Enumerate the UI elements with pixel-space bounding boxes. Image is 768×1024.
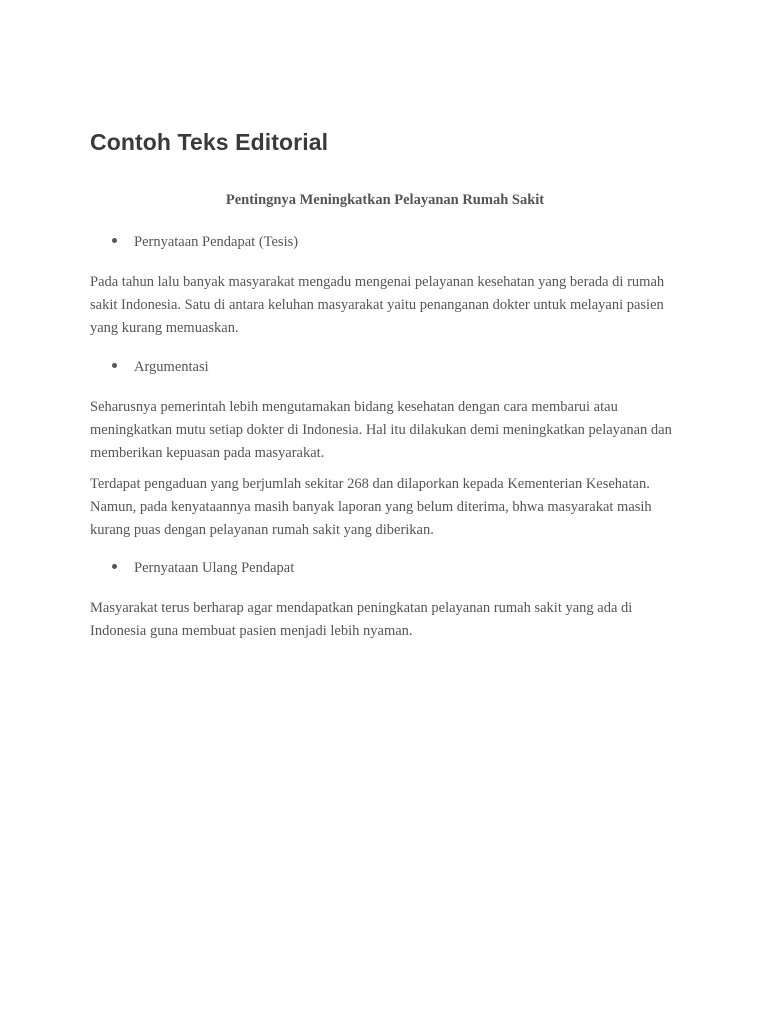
paragraph-thesis: Pada tahun lalu banyak masyarakat mengadu mengenai pelayanan kesehatan yang berada di rumah sakit Indonesia. Satu di antara keluhan masyarakat yaitu penanganan dokter untuk melayani pasien yang kurang memuaskan. — [90, 274, 665, 336]
page-title: Contoh Teks Editorial — [90, 129, 329, 155]
bullet-label: Pernyataan Ulang Pendapat — [134, 560, 295, 576]
bullet-label: Pernyataan Pendapat (Tesis) — [134, 234, 299, 250]
paragraph-argument-2: Terdapat pengaduan yang berjumlah sekitar 268 dan dilaporkan kepada Kementerian Kesehatan. Namun, pada kenyataannya masih banyak laporan yang belum diterima, bhwa masyarakat masih kurang puas dengan pelayanan rumah sakit yang diberikan. — [90, 476, 652, 538]
bullet-dot-icon — [112, 363, 117, 368]
bullet-thesis — [112, 234, 298, 251]
paragraph-argument-1: Seharusnya pemerintah lebih mengutamakan bidang kesehatan dengan cara membarui atau meningkatkan mutu setiap dokter di Indonesia. Hal itu dilakukan demi meningkatkan pelayanan dan memberikan kepuasan pada masyarakat. — [90, 399, 672, 461]
bullet-dot-icon — [112, 238, 117, 243]
article-subtitle: Pentingnya Meningkatkan Pelayanan Rumah Sakit — [225, 192, 545, 208]
bullet-argument — [112, 359, 209, 376]
bullet-restatement — [112, 560, 294, 577]
bullet-dot-icon — [112, 564, 117, 569]
paragraph-restatement: Masyarakat terus berharap agar mendapatkan peningkatan pelayanan rumah sakit yang ada di Indonesia guna membuat pasien menjadi lebih nyaman. — [90, 600, 633, 639]
bullet-label: Argumentasi — [134, 359, 209, 375]
